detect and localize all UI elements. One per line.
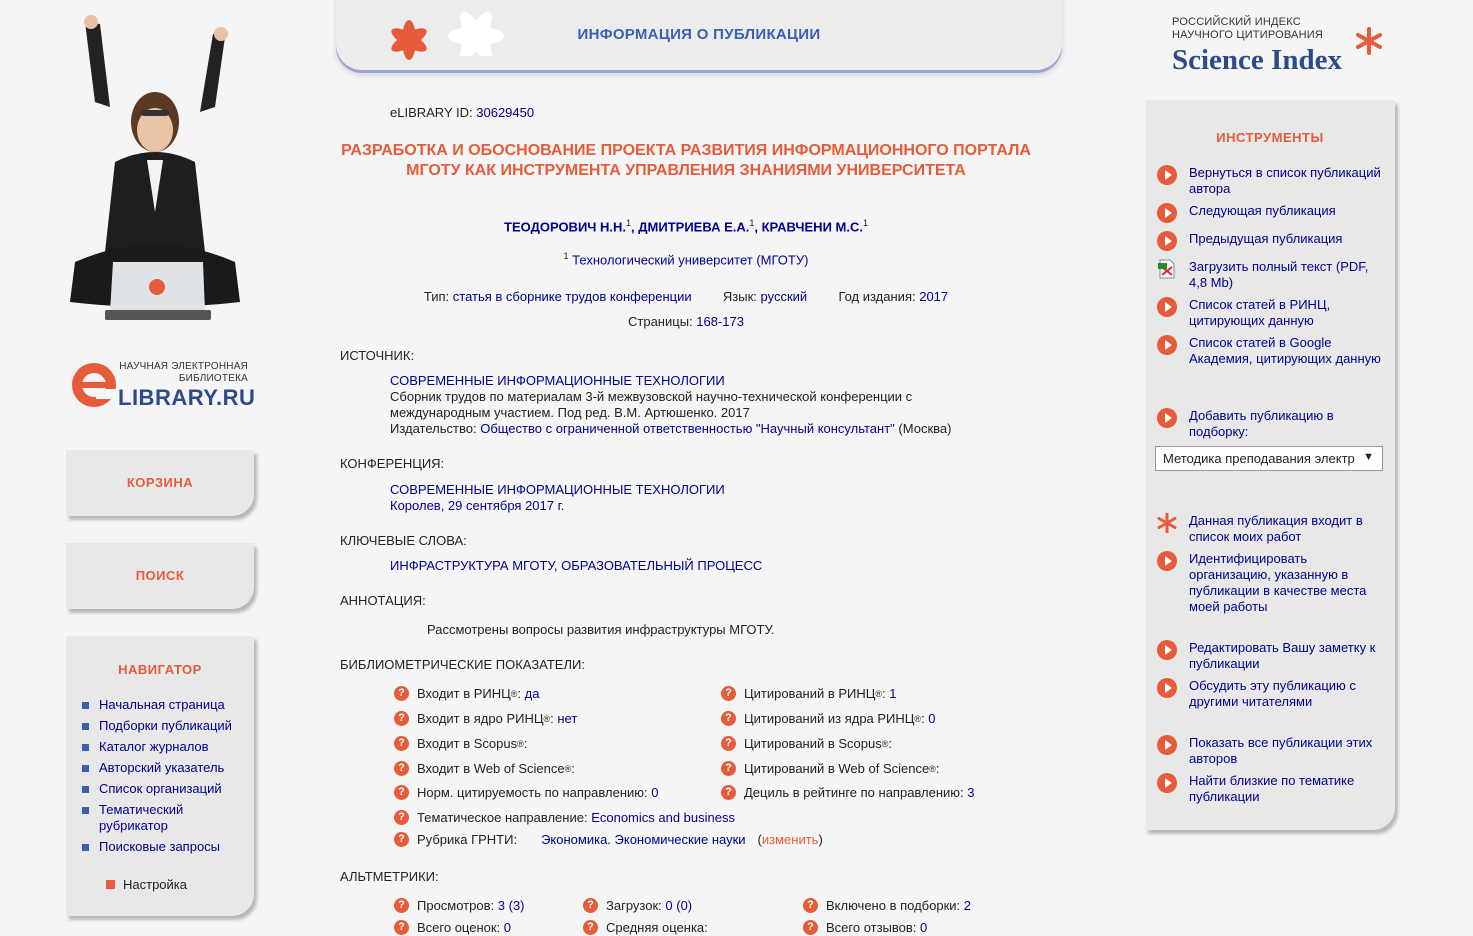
search-label: ПОИСК [135, 568, 185, 583]
help-icon[interactable]: ? [394, 785, 409, 800]
keywords-link[interactable]: ИНФРАСТРУКТУРА МГОТУ, ОБРАЗОВАТЕЛЬНЫЙ ПРОЦЕСС [390, 558, 763, 573]
help-icon[interactable]: ? [394, 832, 409, 847]
help-icon[interactable]: ? [583, 898, 598, 913]
page-header [336, 0, 1062, 70]
bib-core-in: ? Входит в ядро РИНЦ ® : нет [394, 711, 577, 726]
nav-item-home[interactable] [82, 697, 254, 713]
bullet-icon [82, 723, 89, 730]
basket-label: КОРЗИНА [126, 475, 194, 490]
tool-download-pdf[interactable]: Загрузить полный текст (PDF, 4,8 Mb) [1157, 259, 1387, 291]
bib-grnti: ? Рубрика ГРНТИ: Экономика. Экономические науки ( изменить ) [394, 832, 823, 847]
alt-ratings: ? Всего оценок: 0 [394, 920, 511, 935]
help-icon[interactable]: ? [721, 711, 736, 726]
affiliation-link[interactable]: Технологический университет (МГОТУ) [572, 252, 809, 268]
help-icon[interactable]: ? [394, 736, 409, 751]
play-arrow-icon [1157, 203, 1177, 223]
author-link[interactable]: ТЕОДОРОВИЧ Н.Н. [504, 219, 627, 235]
nav-item-label[interactable]: Авторский указатель [99, 760, 225, 775]
alt-reviews: ? Всего отзывов: 0 [803, 920, 927, 935]
bib-topic: ? Тематическое направление: Economics and business [394, 810, 735, 825]
help-icon[interactable]: ? [721, 686, 736, 701]
help-icon[interactable]: ? [721, 785, 736, 800]
help-icon[interactable]: ? [394, 898, 409, 913]
play-arrow-icon [1157, 678, 1177, 698]
alt-downloads: ? Загрузок: 0 (0) [583, 898, 692, 913]
bib-cit-core: ? Цитирований из ядра РИНЦ ® : 0 [721, 711, 936, 726]
bullet-icon [82, 807, 89, 814]
tool-identify-organization[interactable]: Идентифицировать организацию, указанную в публикации в качестве места моей работы [1157, 551, 1387, 615]
nav-item-label[interactable]: Начальная страница [99, 697, 225, 712]
play-arrow-icon [1157, 335, 1177, 355]
bibliometrics-label: БИБЛИОМЕТРИЧЕСКИЕ ПОКАЗАТЕЛИ: [340, 657, 585, 672]
elibrary-id-value[interactable]: 30629450 [476, 105, 535, 120]
alt-collections: ? Включено в подборки: 2 [803, 898, 971, 913]
tool-add-to-collection[interactable]: Добавить публикацию в подборку: [1157, 408, 1387, 440]
bullet-icon [82, 765, 89, 772]
tool-google-scholar-citing[interactable]: Список статей в Google Академия, цитирующих данную [1157, 335, 1387, 367]
publication-language[interactable]: русский [760, 289, 808, 304]
bib-cit-scopus: ? Цитирований в Scopus ® : [721, 736, 892, 751]
collection-select-value: Методика преподавания электр [1163, 451, 1355, 466]
elibrary-logo-line2: БИБЛИОТЕКА [178, 373, 248, 384]
publication-title: РАЗРАБОТКА И ОБОСНОВАНИЕ ПРОЕКТА РАЗВИТИЯ ИНФОРМАЦИОННОГО ПОРТАЛА МГОТУ КАК ИНСТРУМЕНТА УПРАВЛЕНИЯ ЗНАНИЯМИ УНИВЕРСИТЕТА [341, 142, 1031, 179]
publication-meta: Тип: статья в сборнике трудов конференции Язык: русский Год издания: 2017 [423, 289, 949, 304]
help-icon[interactable]: ? [394, 920, 409, 935]
bib-scopus-in: ? Входит в Scopus ® : [394, 736, 527, 751]
bib-cit-wos: ? Цитирований в Web of Science ® : [721, 761, 939, 776]
author-link[interactable]: ДМИТРИЕВА Е.А. [638, 219, 750, 235]
pdf-file-icon [1157, 259, 1177, 279]
keywords-label: КЛЮЧЕВЫЕ СЛОВА: [340, 533, 467, 548]
tool-similar-publications[interactable]: Найти близкие по тематике публикации [1157, 773, 1387, 805]
annotation-text: Рассмотрены вопросы развития инфраструктуры МГОТУ. [427, 622, 775, 637]
conference-title-link[interactable]: СОВРЕМЕННЫЕ ИНФОРМАЦИОННЫЕ ТЕХНОЛОГИИ [390, 482, 725, 497]
help-icon[interactable]: ? [583, 920, 598, 935]
source-desc-2: международным участием. Под ред. В.М. Артюшенко. 2017 [390, 405, 750, 420]
publication-type[interactable]: статья в сборнике трудов конференции [452, 289, 692, 304]
nav-item-queries[interactable] [82, 839, 254, 855]
elibrary-e-icon [70, 359, 118, 411]
basket-button[interactable] [66, 450, 254, 516]
nav-item-rubricator[interactable] [82, 802, 254, 834]
page-title: ИНФОРМАЦИЯ О ПУБЛИКАЦИИ [577, 26, 821, 43]
nav-item-journals[interactable] [82, 739, 254, 755]
help-icon[interactable]: ? [394, 711, 409, 726]
tool-rinc-citing[interactable]: Список статей в РИНЦ, цитирующих данную [1157, 297, 1387, 329]
navigator-panel [66, 636, 254, 916]
nav-item-authors[interactable] [82, 760, 254, 776]
keywords-block [390, 558, 762, 574]
navigator-title: НАВИГАТОР [118, 662, 202, 677]
bullet-icon [82, 844, 89, 851]
conference-block [390, 482, 725, 514]
play-arrow-icon [1157, 165, 1177, 185]
play-arrow-icon [1157, 735, 1177, 755]
help-icon[interactable]: ? [803, 920, 818, 935]
science-index-logo[interactable] [1172, 16, 1392, 86]
collection-select[interactable] [1155, 446, 1383, 471]
authors-line: ТЕОДОРОВИЧ Н.Н.$^1$, ДМИТРИЕВА Е.А.$^1$, КРАВЧЕНИ М.С.$^1$ [504, 218, 868, 235]
conference-place-link[interactable]: Королев, 29 сентября 2017 г. [390, 498, 565, 513]
tool-back-to-author-list[interactable]: Вернуться в список публикаций автора [1157, 165, 1387, 197]
help-icon[interactable]: ? [721, 736, 736, 751]
publication-pages: Страницы: 168-173 [628, 314, 744, 329]
grnti-change-link[interactable]: изменить [761, 832, 819, 847]
search-button[interactable] [66, 543, 254, 609]
bib-norm-citation: ? Норм. цитируемость по направлению: 0 [394, 785, 658, 800]
source-title-link[interactable]: СОВРЕМЕННЫЕ ИНФОРМАЦИОННЫЕ ТЕХНОЛОГИИ [390, 373, 725, 388]
author-link[interactable]: КРАВЧЕНИ М.С. [761, 219, 863, 235]
nav-item-label[interactable]: Список организаций [99, 781, 222, 796]
play-arrow-icon [1157, 297, 1177, 317]
elibrary-id-label: eLIBRARY ID: [390, 105, 473, 120]
play-arrow-icon [1157, 408, 1177, 428]
play-arrow-icon [1157, 640, 1177, 660]
nav-item-collections[interactable] [82, 718, 254, 734]
help-icon[interactable]: ? [394, 761, 409, 776]
science-index-brand: Science Index [1172, 44, 1342, 76]
chevron-down-icon: ▼ [1363, 451, 1374, 463]
tool-next-publication[interactable]: Следующая публикация [1157, 203, 1387, 223]
conference-label: КОНФЕРЕНЦИЯ: [340, 456, 445, 471]
play-arrow-icon [1157, 773, 1177, 793]
elibrary-logo-line1: НАУЧНАЯ ЭЛЕКТРОННАЯ [119, 361, 248, 372]
annotation-label: АННОТАЦИЯ: [340, 593, 426, 608]
publisher-city: (Москва) [898, 421, 952, 436]
bullet-icon [82, 786, 89, 793]
play-arrow-icon [1157, 551, 1177, 571]
affiliation-line: $^1$ Технологический университет (МГОТУ) [563, 251, 809, 268]
alt-avg-rating: ? Средняя оценка: [583, 920, 708, 935]
tool-discuss[interactable]: Обсудить эту публикацию с другими читателями [1157, 678, 1387, 710]
source-label: ИСТОЧНИК: [340, 348, 415, 363]
asterisk-icon [1354, 26, 1384, 56]
bullet-icon [82, 744, 89, 751]
source-desc-1: Сборник трудов по материалам 3-й межвузовской научно-технической конференции с [390, 389, 913, 404]
bullet-icon [82, 702, 89, 709]
bullet-icon [106, 880, 115, 889]
settings-link[interactable] [106, 877, 254, 892]
help-icon[interactable]: ? [803, 898, 818, 913]
nav-item-label[interactable]: Каталог журналов [99, 739, 209, 754]
alt-views: ? Просмотров: 3 (3) [394, 898, 525, 913]
bib-wos-in: ? Входит в Web of Science ® : [394, 761, 575, 776]
navigator-list [66, 697, 254, 855]
hero-woman-laptop-image [55, 12, 255, 332]
nav-item-label[interactable]: Поисковые запросы [99, 839, 221, 854]
elibrary-id [390, 105, 534, 120]
tool-all-author-publications[interactable]: Показать все публикации этих авторов [1157, 735, 1387, 767]
bib-decile: ? Дециль в рейтинге по направлению: 3 [721, 785, 975, 800]
science-index-line2: НАУЧНОГО ЦИТИРОВАНИЯ [1172, 29, 1323, 41]
settings-label: Настройка [123, 877, 187, 892]
altmetrics-label: АЛЬТМЕТРИКИ: [340, 869, 439, 884]
play-arrow-icon [1157, 231, 1177, 251]
bib-cit-rinc: ? Цитирований в РИНЦ ® : 1 [721, 686, 897, 701]
elibrary-logo[interactable] [70, 355, 260, 415]
tool-previous-publication[interactable]: Предыдущая публикация [1157, 231, 1387, 251]
bib-rinc-in: ? Входит в РИНЦ ® : да [394, 686, 539, 701]
source-block: СОВРЕМЕННЫЕ ИНФОРМАЦИОННЫЕ ТЕХНОЛОГИИ Сборник трудов по материалам 3-й межвузовской научно-технической конференции с международным участием. Под ред. В.М. Артюшенко. 2017 Издательство: Общество с ограниченной ответственностью "Научный консультант" (Москва) [390, 373, 952, 436]
pages-value[interactable]: 168-173 [696, 314, 744, 329]
nav-item-organizations[interactable] [82, 781, 254, 797]
elibrary-logo-brand: LIBRARY.RU [118, 385, 256, 410]
help-icon[interactable]: ? [394, 686, 409, 701]
help-icon[interactable]: ? [394, 810, 409, 825]
nav-item-label[interactable]: Тематический рубрикатор [99, 802, 184, 833]
tool-my-works[interactable]: Данная публикация входит в список моих работ [1157, 513, 1387, 545]
tools-title: ИНСТРУМЕНТЫ [1216, 130, 1324, 145]
help-icon[interactable]: ? [721, 761, 736, 776]
publisher-link[interactable]: Общество с ограниченной ответственностью "Научный консультант" [480, 421, 895, 436]
tool-edit-note[interactable]: Редактировать Вашу заметку к публикации [1157, 640, 1387, 672]
science-index-line1: РОССИЙСКИЙ ИНДЕКС [1172, 16, 1301, 28]
nav-item-label[interactable]: Подборки публикаций [99, 718, 232, 733]
publication-year[interactable]: 2017 [919, 289, 949, 304]
asterisk-icon [1157, 513, 1177, 533]
